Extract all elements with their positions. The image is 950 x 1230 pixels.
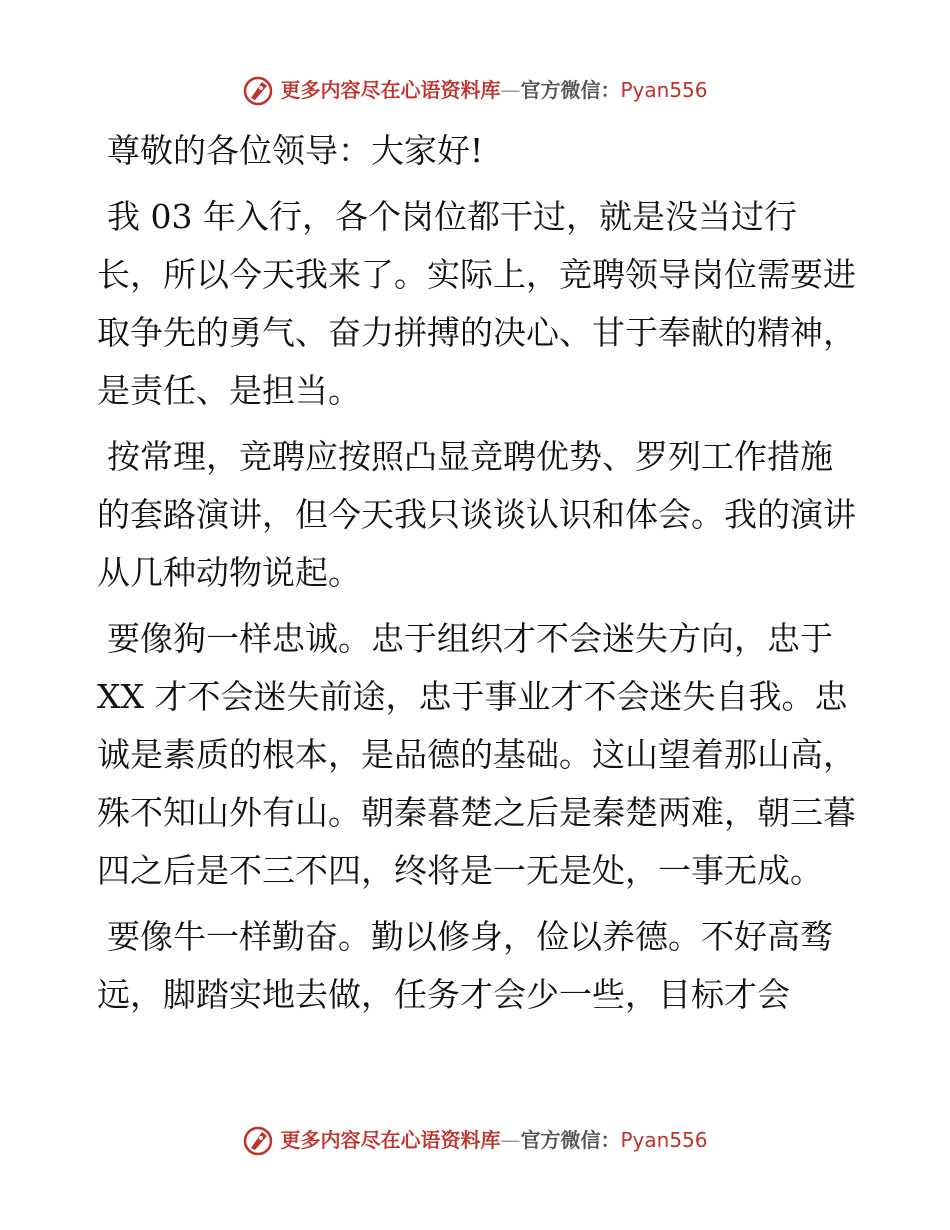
official-label: 官方微信：: [520, 1128, 621, 1152]
paragraph: 按常理，竞聘应按照凸显竞聘优势、罗列工作措施的套路演讲，但今天我只谈谈认识和体会。我的演讲从几种动物说起。: [97, 437, 856, 592]
wechat-id: Pyan556: [620, 1128, 708, 1152]
paragraph: 我 03 年入行，各个岗位都干过，就是没当过行长，所以今天我来了。实际上，竞聘领导岗位需要进取争先的勇气、奋力拼搏的决心、甘于奉献的精神，是责任、是担当。: [97, 197, 856, 410]
site-name: 更多内容尽在心语资料库: [280, 78, 501, 102]
greeting: 尊敬的各位领导：大家好!: [107, 131, 484, 170]
paragraph: 要像狗一样忠诚。忠于组织才不会迷失方向，忠于 XX 才不会迷失前途，忠于事业才不会迷失自我。忠诚是素质的根本，是品德的基础。这山望着那山高，殊不知山外有山。朝秦暮楚之后是秦楚两难，朝三暮四之后是不三不四，终将是一无是处，一事无成。: [97, 619, 856, 890]
pen-nib-circle-icon: [242, 1124, 274, 1156]
pen-nib-circle-icon: [242, 74, 274, 106]
paragraph: 要像牛一样勤奋。勤以修身，俭以养德。不好高骛远，脚踏实地去做，任务才会少一些，目标才会: [97, 917, 833, 1014]
header-banner: [0, 70, 950, 110]
separator: —: [500, 1128, 521, 1152]
separator: —: [500, 78, 521, 102]
site-name: 更多内容尽在心语资料库: [280, 1128, 501, 1152]
document-body: [97, 122, 857, 1032]
wechat-id: Pyan556: [620, 78, 708, 102]
footer-banner: [0, 1120, 950, 1160]
official-label: 官方微信：: [520, 78, 621, 102]
